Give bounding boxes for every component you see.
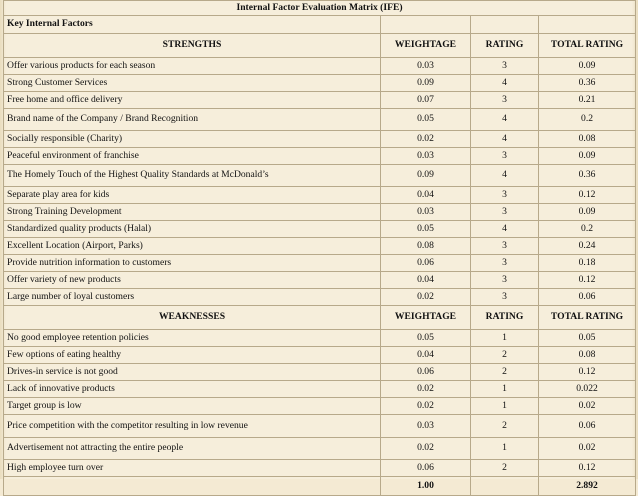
title-row [4, 1, 636, 16]
rating-cell: 1 [471, 330, 539, 347]
rating-cell: 3 [471, 255, 539, 272]
total-cell: 0.21 [539, 92, 636, 109]
key-factors-row [4, 16, 636, 34]
total-cell: 0.09 [539, 58, 636, 75]
weaknesses-header-row [4, 306, 636, 330]
total-cell: 0.08 [539, 131, 636, 148]
total-weight-cell: 1.00 [381, 477, 471, 496]
weakness-row [4, 398, 636, 415]
factor-cell: Drives-in service is not good [4, 364, 381, 381]
weight-cell: 0.02 [381, 289, 471, 306]
total-cell: 0.36 [539, 165, 636, 187]
weightage-header: WEIGHTAGE [381, 306, 471, 330]
weight-cell: 0.02 [381, 438, 471, 460]
rating-cell: 3 [471, 204, 539, 221]
key-factors-label: Key Internal Factors [4, 16, 381, 34]
rating-header: RATING [471, 34, 539, 58]
strength-row [4, 289, 636, 306]
empty-cell [4, 477, 381, 496]
factor-cell: Advertisement not attracting the entire people [4, 438, 381, 460]
total-cell: 0.08 [539, 347, 636, 364]
weakness-row [4, 364, 636, 381]
rating-cell: 4 [471, 75, 539, 92]
factor-cell: Brand name of the Company / Brand Recognition [4, 109, 381, 131]
factor-cell: No good employee retention policies [4, 330, 381, 347]
weight-cell: 0.02 [381, 398, 471, 415]
weight-cell: 0.06 [381, 364, 471, 381]
strength-row [4, 221, 636, 238]
totals-row [4, 477, 636, 496]
total-rating-header: TOTAL RATING [539, 306, 636, 330]
grand-total-cell: 2.892 [539, 477, 636, 496]
total-cell: 0.02 [539, 438, 636, 460]
weight-cell: 0.06 [381, 255, 471, 272]
rating-cell: 1 [471, 438, 539, 460]
weight-cell: 0.06 [381, 460, 471, 477]
rating-cell: 1 [471, 381, 539, 398]
weight-cell: 0.09 [381, 75, 471, 92]
rating-cell: 2 [471, 347, 539, 364]
weight-cell: 0.09 [381, 165, 471, 187]
weight-cell: 0.03 [381, 204, 471, 221]
strength-row [4, 165, 636, 187]
factor-cell: Strong Customer Services [4, 75, 381, 92]
total-cell: 0.24 [539, 238, 636, 255]
factor-cell: Standardized quality products (Halal) [4, 221, 381, 238]
factor-cell: Offer variety of new products [4, 272, 381, 289]
weight-cell: 0.04 [381, 347, 471, 364]
factor-cell: Free home and office delivery [4, 92, 381, 109]
rating-cell: 3 [471, 92, 539, 109]
weight-cell: 0.05 [381, 109, 471, 131]
weight-cell: 0.02 [381, 381, 471, 398]
rating-cell: 4 [471, 109, 539, 131]
factor-cell: Strong Training Development [4, 204, 381, 221]
strength-row [4, 131, 636, 148]
ife-matrix-table [3, 0, 636, 496]
factor-cell: Price competition with the competitor resulting in low revenue [4, 415, 381, 438]
factor-cell: Provide nutrition information to customers [4, 255, 381, 272]
empty-cell [381, 16, 471, 34]
strength-row [4, 204, 636, 221]
strength-row [4, 148, 636, 165]
weight-cell: 0.03 [381, 148, 471, 165]
total-rating-header: TOTAL RATING [539, 34, 636, 58]
weakness-row [4, 381, 636, 398]
weakness-row [4, 330, 636, 347]
factor-cell: Peaceful environment of franchise [4, 148, 381, 165]
total-cell: 0.36 [539, 75, 636, 92]
total-cell: 0.12 [539, 187, 636, 204]
weight-cell: 0.05 [381, 221, 471, 238]
factor-cell: Excellent Location (Airport, Parks) [4, 238, 381, 255]
empty-cell [471, 16, 539, 34]
factor-cell: Large number of loyal customers [4, 289, 381, 306]
weakness-row [4, 347, 636, 364]
weight-cell: 0.08 [381, 238, 471, 255]
total-cell: 0.18 [539, 255, 636, 272]
factor-cell: Separate play area for kids [4, 187, 381, 204]
total-cell: 0.02 [539, 398, 636, 415]
rating-cell: 3 [471, 187, 539, 204]
weight-cell: 0.03 [381, 415, 471, 438]
empty-cell [539, 16, 636, 34]
weight-cell: 0.04 [381, 187, 471, 204]
factor-cell: Few options of eating healthy [4, 347, 381, 364]
strength-row [4, 187, 636, 204]
total-cell: 0.09 [539, 204, 636, 221]
total-cell: 0.2 [539, 221, 636, 238]
total-cell: 0.06 [539, 415, 636, 438]
strength-row [4, 109, 636, 131]
factor-cell: High employee turn over [4, 460, 381, 477]
rating-cell: 3 [471, 58, 539, 75]
empty-cell [471, 477, 539, 496]
rating-cell: 4 [471, 221, 539, 238]
rating-cell: 1 [471, 398, 539, 415]
strengths-header: STRENGTHS [4, 34, 381, 58]
factor-cell: Offer various products for each season [4, 58, 381, 75]
rating-header: RATING [471, 306, 539, 330]
factor-cell: Lack of innovative products [4, 381, 381, 398]
weakness-row [4, 460, 636, 477]
table-title: Internal Factor Evaluation Matrix (IFE) [4, 1, 636, 16]
weight-cell: 0.05 [381, 330, 471, 347]
total-cell: 0.12 [539, 460, 636, 477]
rating-cell: 2 [471, 415, 539, 438]
total-cell: 0.12 [539, 364, 636, 381]
rating-cell: 2 [471, 364, 539, 381]
rating-cell: 3 [471, 289, 539, 306]
total-cell: 0.06 [539, 289, 636, 306]
strength-row [4, 238, 636, 255]
weight-cell: 0.04 [381, 272, 471, 289]
weightage-header: WEIGHTAGE [381, 34, 471, 58]
total-cell: 0.022 [539, 381, 636, 398]
rating-cell: 4 [471, 131, 539, 148]
factor-cell: Target group is low [4, 398, 381, 415]
strength-row [4, 255, 636, 272]
strength-row [4, 92, 636, 109]
weight-cell: 0.03 [381, 58, 471, 75]
strength-row [4, 75, 636, 92]
weakness-row [4, 438, 636, 460]
rating-cell: 3 [471, 148, 539, 165]
factor-cell: The Homely Touch of the Highest Quality Standards at McDonald’s [4, 165, 381, 187]
rating-cell: 2 [471, 460, 539, 477]
strengths-header-row [4, 34, 636, 58]
factor-cell: Socially responsible (Charity) [4, 131, 381, 148]
strength-row [4, 58, 636, 75]
strength-row [4, 272, 636, 289]
weakness-row [4, 415, 636, 438]
rating-cell: 3 [471, 238, 539, 255]
rating-cell: 3 [471, 272, 539, 289]
total-cell: 0.05 [539, 330, 636, 347]
total-cell: 0.12 [539, 272, 636, 289]
total-cell: 0.2 [539, 109, 636, 131]
weaknesses-header: WEAKNESSES [4, 306, 381, 330]
weight-cell: 0.02 [381, 131, 471, 148]
rating-cell: 4 [471, 165, 539, 187]
total-cell: 0.09 [539, 148, 636, 165]
weight-cell: 0.07 [381, 92, 471, 109]
